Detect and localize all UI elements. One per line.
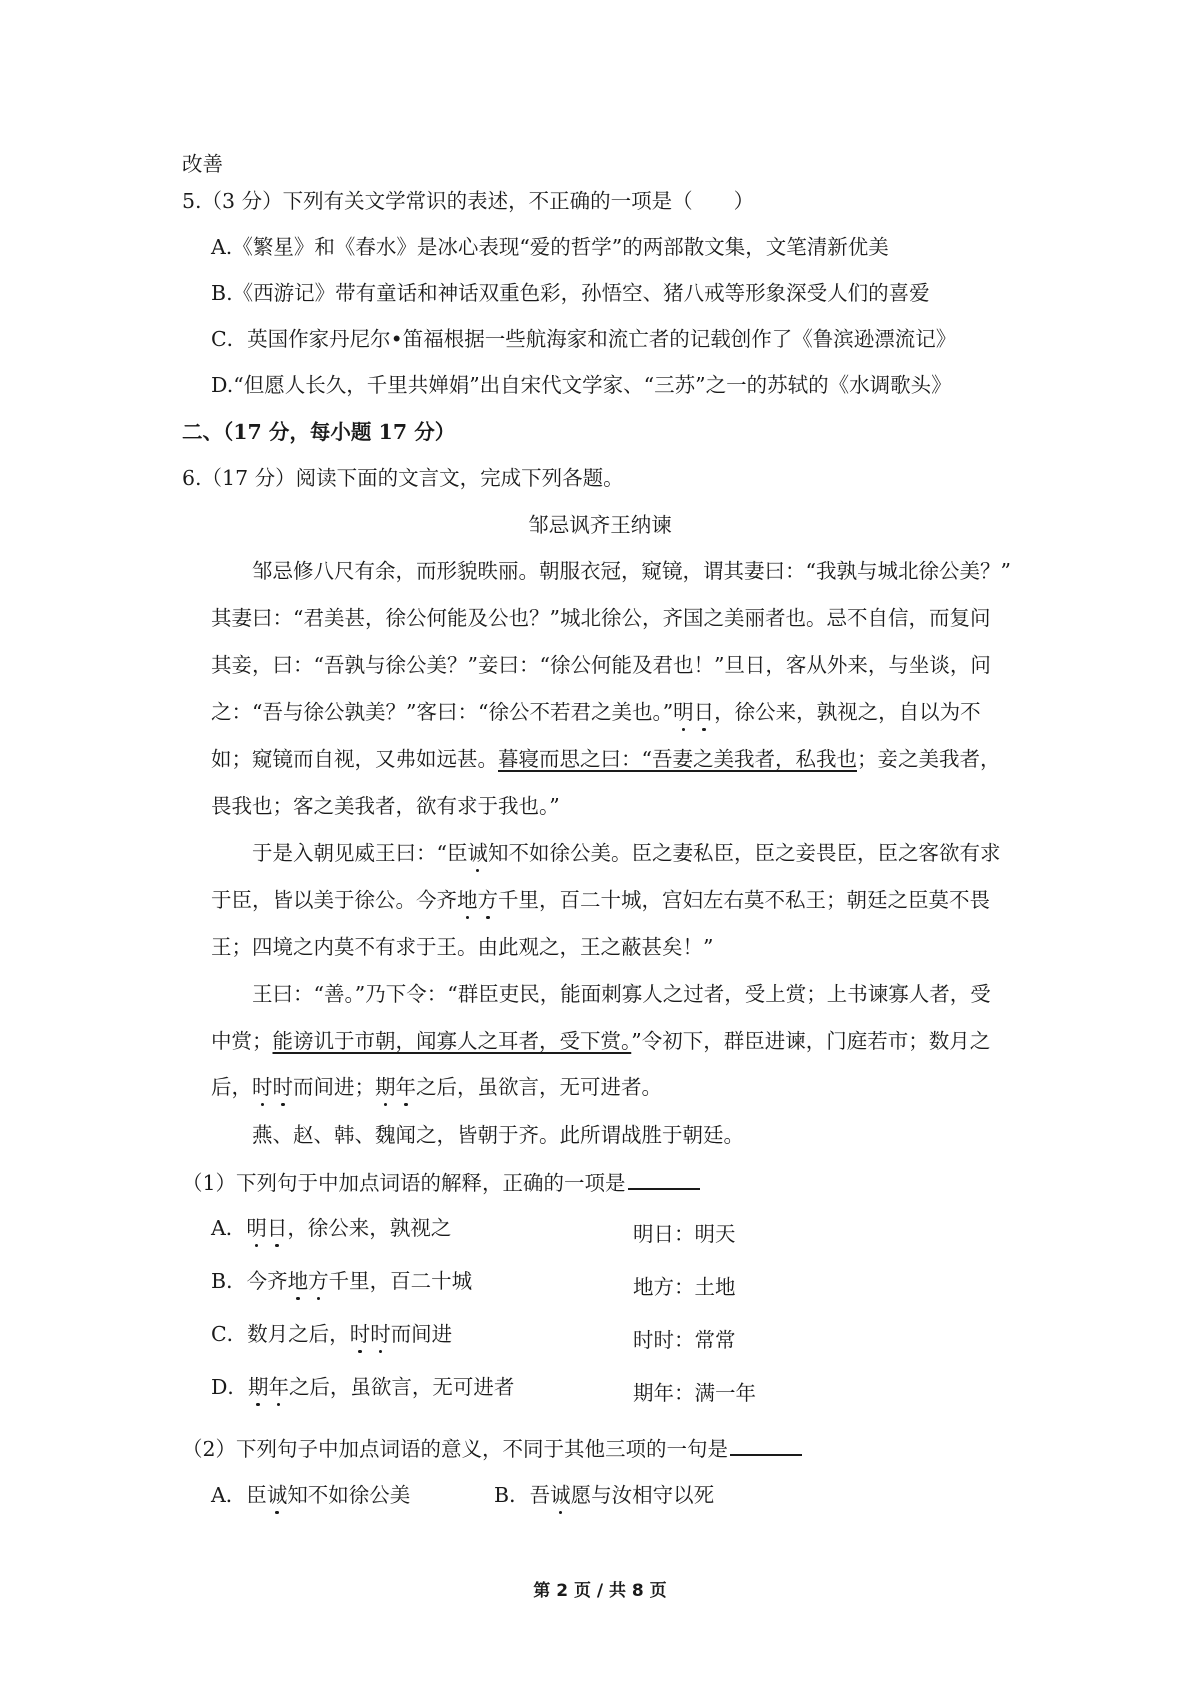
text-segment: 而间进； [293, 1075, 375, 1099]
text-segment: 知不如徐公美 [287, 1483, 411, 1507]
subquestion-1-option-c [211, 1320, 452, 1348]
dotted-char: 诚 [550, 1483, 571, 1507]
dotted-char: 时 [370, 1322, 391, 1346]
subquestion-2-option-a [211, 1481, 410, 1509]
passage-p1-line3: 其妾，曰：“吾孰与徐公美？”妾曰：“徐公何能及君也！”旦日，客从外来，与坐谈，问 [211, 653, 991, 677]
subquestion-1-option-b [211, 1267, 472, 1295]
dotted-char: 明 [246, 1216, 267, 1240]
dotted-char: 方 [477, 888, 498, 912]
dotted-char: 诚 [467, 841, 488, 865]
dotted-char: 时 [272, 1075, 293, 1099]
passage-p3-line1: 王曰：“善。”乃下令：“群臣吏民，能面刺寡人之过者，受上赏；上书谏寡人者，受 [252, 982, 991, 1006]
text-segment: 之：“吾与徐公孰美？”客曰：“徐公不若君之美也。” [211, 700, 674, 724]
dotted-char: 日 [693, 700, 715, 724]
subquestion-2-stem [182, 1434, 802, 1463]
text-segment: （2）下列句子中加点词语的意义，不同于其他三项的一句是 [182, 1437, 729, 1461]
dotted-char: 地 [457, 888, 478, 912]
text-segment: 于臣，皆以美于徐公。今齐 [211, 888, 457, 912]
subquestion-1-stem [182, 1168, 700, 1197]
passage-p1-line5 [211, 745, 1000, 773]
text-segment: 千里，百二十城，宫妇左右莫不私王；朝廷之臣莫不畏 [498, 888, 990, 912]
text-segment: 后， [211, 1075, 252, 1099]
question-5-option-c: C．英国作家丹尼尔•笛福根据一些航海家和流亡者的记载创作了《鲁滨逊漂流记》 [211, 327, 957, 351]
dotted-char: 明 [673, 700, 694, 724]
section-2-heading: 二、（17 分，每小题 17 分） [182, 420, 456, 444]
passage-title: 邹忌讽齐王纳谏 [528, 513, 672, 537]
dotted-char: 期 [247, 1375, 269, 1399]
passage-p4-line1: 燕、赵、韩、魏闻之，皆朝于齐。此所谓战胜于朝廷。 [252, 1123, 744, 1147]
text-segment: （1）下列句于中加点词语的解释，正确的一项是 [182, 1171, 626, 1195]
dotted-char: 年 [395, 1075, 416, 1099]
question-5-option-d: D.“但愿人长久，千里共婵娟”出自宋代文学家、“三苏”之一的苏轼的《水调歌头》 [211, 373, 952, 397]
text-segment: B．吾 [494, 1483, 551, 1507]
text-segment: ”令初下，群臣进谏，门庭若市；数月之 [631, 1029, 991, 1053]
text-segment: B．今齐 [211, 1269, 288, 1293]
answer-blank[interactable] [628, 1168, 700, 1190]
underlined-sentence: 暮寝而思之曰：“吾妻之美我者，私我也 [498, 747, 857, 771]
text-segment: 之后，虽欲言，无可进者 [288, 1375, 515, 1399]
question-5-option-b: B.《西游记》带有童话和神话双重色彩，孙悟空、猪八戒等形象深受人们的喜爱 [211, 281, 930, 305]
subquestion-1-option-c-gloss: 时时：常常 [633, 1328, 736, 1352]
text-segment: 千里，百二十城 [328, 1269, 473, 1293]
text-segment: ；妾之美我者， [856, 747, 1001, 771]
subquestion-1-option-a-gloss: 明日：明天 [633, 1222, 736, 1246]
text-segment: A． [211, 1216, 247, 1240]
passage-p1-line4 [211, 698, 981, 726]
carryover-text: 改善 [182, 152, 223, 176]
question-5-option-a: A.《繁星》和《春水》是冰心表现“爱的哲学”的两部散文集，文笔清新优美 [211, 235, 889, 259]
dotted-char: 时 [349, 1322, 371, 1346]
text-segment: D． [211, 1375, 248, 1399]
text-segment: C．数月之后， [211, 1322, 350, 1346]
dotted-char: 日 [266, 1216, 288, 1240]
question-5-stem: 5.（3 分）下列有关文学常识的表述，不正确的一项是（ ） [182, 189, 755, 213]
text-segment: ，徐公来，孰视之 [287, 1216, 452, 1240]
dotted-char: 时 [252, 1075, 273, 1099]
text-segment: 如；窥镜而自视，又弗如远甚。 [211, 747, 498, 771]
dotted-char: 诚 [266, 1483, 288, 1507]
text-segment: 而间进 [390, 1322, 453, 1346]
page-footer: 第 2 页 / 共 8 页 [533, 1581, 667, 1601]
subquestion-2-option-b [494, 1481, 714, 1509]
passage-p2-line1 [252, 839, 1000, 867]
passage-p1-line2: 其妻曰：“君美甚，徐公何能及公也？”城北徐公，齐国之美丽者也。忌不自信，而复问 [211, 606, 991, 630]
passage-p3-line2 [211, 1027, 990, 1055]
passage-p1-line1: 邹忌修八尺有余，而形貌昳丽。朝服衣冠，窥镜，谓其妻曰：“我孰与城北徐公美？” [252, 559, 1011, 583]
dotted-char: 地 [287, 1269, 309, 1293]
text-segment: ，徐公来，孰视之，自以为不 [714, 700, 981, 724]
dotted-char: 方 [308, 1269, 329, 1293]
dotted-char: 期 [375, 1075, 396, 1099]
text-segment: 于是入朝见威王曰：“臣 [252, 841, 468, 865]
dotted-char: 年 [268, 1375, 289, 1399]
text-segment: 中赏； [211, 1029, 273, 1053]
passage-p2-line3: 王；四境之内莫不有求于王。由此观之，王之蔽甚矣！” [211, 935, 714, 959]
passage-p3-line3 [211, 1073, 662, 1101]
subquestion-1-option-b-gloss: 地方：土地 [633, 1275, 736, 1299]
passage-p1-line6: 畏我也；客之美我者，欲有求于我也。” [211, 794, 560, 818]
question-6-stem: 6.（17 分）阅读下面的文言文，完成下列各题。 [182, 466, 624, 490]
subquestion-1-option-d [211, 1373, 514, 1401]
text-segment: 愿与汝相守以死 [570, 1483, 715, 1507]
text-segment: 之后，虽欲言，无可进者。 [416, 1075, 662, 1099]
subquestion-1-option-a [211, 1214, 451, 1242]
underlined-sentence: 能谤讥于市朝，闻寡人之耳者，受下赏。 [272, 1029, 632, 1053]
text-segment: 知不如徐公美。臣之妻私臣，臣之妾畏臣，臣之客欲有求 [487, 841, 1001, 865]
subquestion-1-option-d-gloss: 期年：满一年 [633, 1381, 756, 1405]
passage-p2-line2 [211, 886, 990, 914]
answer-blank[interactable] [730, 1434, 802, 1456]
text-segment: A．臣 [211, 1483, 267, 1507]
